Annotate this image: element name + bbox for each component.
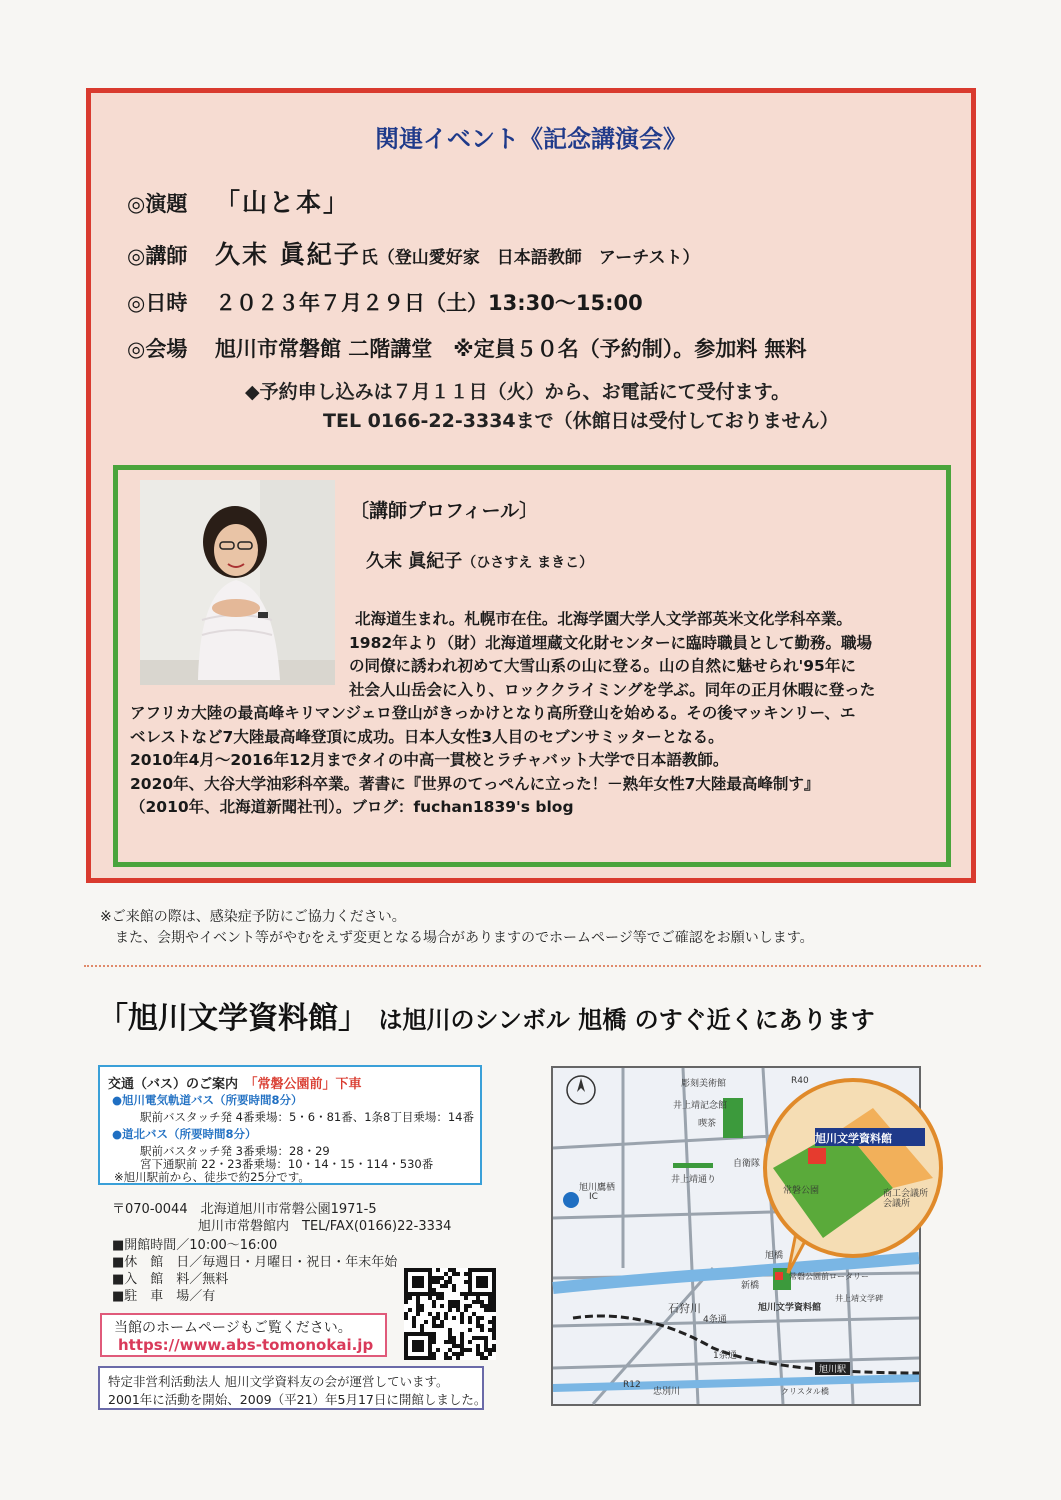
map-label-inoue: 井上靖記念館: [673, 1101, 728, 1111]
venue-value: 旭川市常磐館 二階講堂 ※定員５０名（予約制）。参加料 無料: [215, 337, 807, 361]
map-label-ic-name: 旭川鷹栖: [579, 1183, 616, 1193]
qr-code[interactable]: [404, 1268, 496, 1360]
speaker-suffix: 氏: [360, 248, 378, 268]
theme-label: ◎演題: [127, 192, 188, 216]
date-line: [127, 287, 643, 317]
divider: [84, 965, 981, 967]
hours: ■開館時間／10:00～16:00: [112, 1238, 278, 1253]
map-label-rotary: 常磐公園前ロータリー: [789, 1272, 869, 1281]
bus-line-2: ●道北バス（所要時間8分）: [112, 1127, 257, 1141]
map-label-shinbashi: 新橋: [741, 1281, 760, 1291]
venue-label: ◎会場: [127, 337, 188, 361]
speaker-line: [127, 235, 700, 271]
map-label-museum: 彫刻美術館: [681, 1079, 727, 1089]
tel-note: TEL 0166-22-3334まで（休館日は受付しておりません）: [323, 410, 839, 432]
profile-heading: 〔講師プロフィール〕: [350, 500, 539, 522]
profile-line: 2020年、大谷大学油彩科卒業。著書に『世界のてっぺんに立った！－熟年女性7大陸最高峰制す』: [130, 774, 820, 793]
closed-days: ■休 館 日／毎週日・月曜日・祝日・年末年始: [112, 1255, 398, 1270]
npo-line-1: 特定非営利活動法人 旭川文学資料友の会が運営しています。: [108, 1374, 449, 1389]
access-box: [98, 1065, 482, 1185]
npo-line-2: 2001年に活動を開始、2009（平21）年5月17日に開館しました。: [108, 1392, 487, 1407]
access-title: 交通（バス）のご案内: [108, 1077, 239, 1092]
speaker-roles: （登山愛好家 日本語教師 アーチスト）: [377, 248, 700, 268]
npo-box: [98, 1366, 487, 1410]
web-box: [100, 1313, 387, 1357]
event-title: 関連イベント《記念講演会》: [375, 125, 687, 153]
map-label-jieitai: 自衛隊: [733, 1159, 761, 1169]
map-label-4jo: 4条通: [703, 1315, 727, 1325]
theme-value: 「山と本」: [215, 188, 351, 217]
map-label-chubetsu: 忠別川: [653, 1387, 681, 1397]
bus-line-2-detail-2: 宮下通駅前 22・23番乗場：10・14・15・114・530番: [140, 1157, 434, 1171]
bus-line-1-detail: 駅前バスタッチ発 4番乗場：5・6・81番、1条8丁目乗場：14番: [140, 1110, 475, 1124]
notice-line-2: また、会期やイベント等がやむをえず変更となる場合がありますのでホームページ等でご確認をお願いします。: [115, 930, 814, 946]
map-label-kaigi: 会議所: [883, 1199, 911, 1209]
bus-line-2-detail-1: 駅前バスタッチ発 3番乗場：28・29: [140, 1144, 330, 1158]
map-label-r40: R40: [791, 1076, 809, 1086]
speaker-photo: [140, 480, 335, 685]
profile-box: [113, 465, 951, 867]
headline: [98, 993, 875, 1037]
profile-line: の同僚に誘われ初めて大雪山系の山に登る。山の自然に魅せられ'95年に: [349, 657, 856, 675]
map-callout-title: 旭川文学資料館: [815, 1132, 892, 1145]
profile-line: （2010年、北海道新聞社刊）。ブログ：fuchan1839's blog: [130, 798, 574, 816]
map-label-crystal: クリスタル橋: [781, 1387, 829, 1396]
map-label-inoue-street: 井上靖通り: [671, 1175, 717, 1185]
profile-name-line: [366, 550, 593, 576]
profile-reading: （ひさすえ まきこ）: [462, 555, 594, 571]
access-stop: 「常磐公園前」下車: [251, 1077, 362, 1092]
map-label-asahibashi: 旭橋: [765, 1251, 784, 1261]
map-label-station: 旭川駅: [815, 1362, 850, 1375]
profile-line: ベレストなど7大陸最高峰登頂に成功。日本人女性3人目のセブンサミッターとなる。: [130, 727, 724, 746]
notice-line-1: ※ご来館の際は、感染症予防にご協力ください。: [100, 909, 406, 925]
profile-line: 2010年4月～2016年12月までタイの中高一貫校とラチャバット大学で日本語教師。: [130, 751, 729, 769]
profile-line: アフリカ大陸の最高峰キリマンジェロ登山がきっかけとなり高所登山を始める。その後マッキンリー、エ: [130, 704, 856, 722]
parking: ■駐 車 場／有: [112, 1289, 216, 1304]
headline-sub: は旭川のシンボル 旭橋 のすぐ近くにあります: [378, 1006, 875, 1034]
map-label-cafe: 喫茶: [698, 1119, 717, 1129]
event-box: [86, 88, 976, 883]
map-label-river: 石狩川: [668, 1302, 701, 1315]
map-label-literature-museum: 旭川文学資料館: [758, 1303, 822, 1313]
profile-line: 社会人山岳会に入り、ロッククライミングを学ぶ。同年の正月休暇に登った: [349, 680, 876, 699]
theme-line: [127, 183, 350, 219]
bus-line-1: ●旭川電気軌道バス（所要時間8分）: [112, 1093, 303, 1107]
venue-line: [127, 333, 807, 363]
access-map[interactable]: [551, 1066, 929, 1406]
access-title-line: [108, 1073, 362, 1092]
map-label-monument: 井上靖文学碑: [835, 1294, 883, 1303]
address-1: 〒070-0044 北海道旭川市常磐公園1971-5: [112, 1202, 377, 1217]
speaker-name: 久末 眞紀子: [215, 240, 361, 269]
profile-line: 1982年より（財）北海道埋蔵文化財センターに臨時職員として勤務。職場: [349, 633, 873, 652]
reservation-note: ◆予約申し込みは７月１１日（火）から、お電話にて受付ます。: [245, 381, 791, 403]
date-label: ◎日時: [127, 291, 188, 315]
map-label-r12: R12: [623, 1380, 641, 1390]
web-url[interactable]: https://www.abs-tomonokai.jp: [118, 1336, 374, 1354]
speaker-label: ◎講師: [127, 244, 188, 268]
walk-note: ※旭川駅前から、徒歩で約25分です。: [114, 1170, 310, 1184]
address-2: 旭川市常磐館内 TEL/FAX(0166)22-3334: [198, 1219, 452, 1234]
map-label-park: 常磐公園: [783, 1186, 820, 1196]
headline-main: 「旭川文学資料館」: [98, 1001, 368, 1036]
map-label-1jo: 1条通: [713, 1351, 737, 1361]
map-label-shokokai: 商工会議所: [883, 1189, 929, 1199]
date-value: ２０２３年７月２９日（土）13:30～15:00: [215, 291, 643, 315]
web-text: 当館のホームページもご覧ください。: [114, 1320, 352, 1336]
map-label-ic: IC: [589, 1192, 598, 1202]
profile-line: 北海道生まれ。札幌市在住。北海学園大学人文学部英米文化学科卒業。: [355, 610, 852, 628]
admission-fee: ■入 館 料／無料: [112, 1272, 229, 1287]
profile-name: 久末 眞紀子: [366, 551, 463, 572]
